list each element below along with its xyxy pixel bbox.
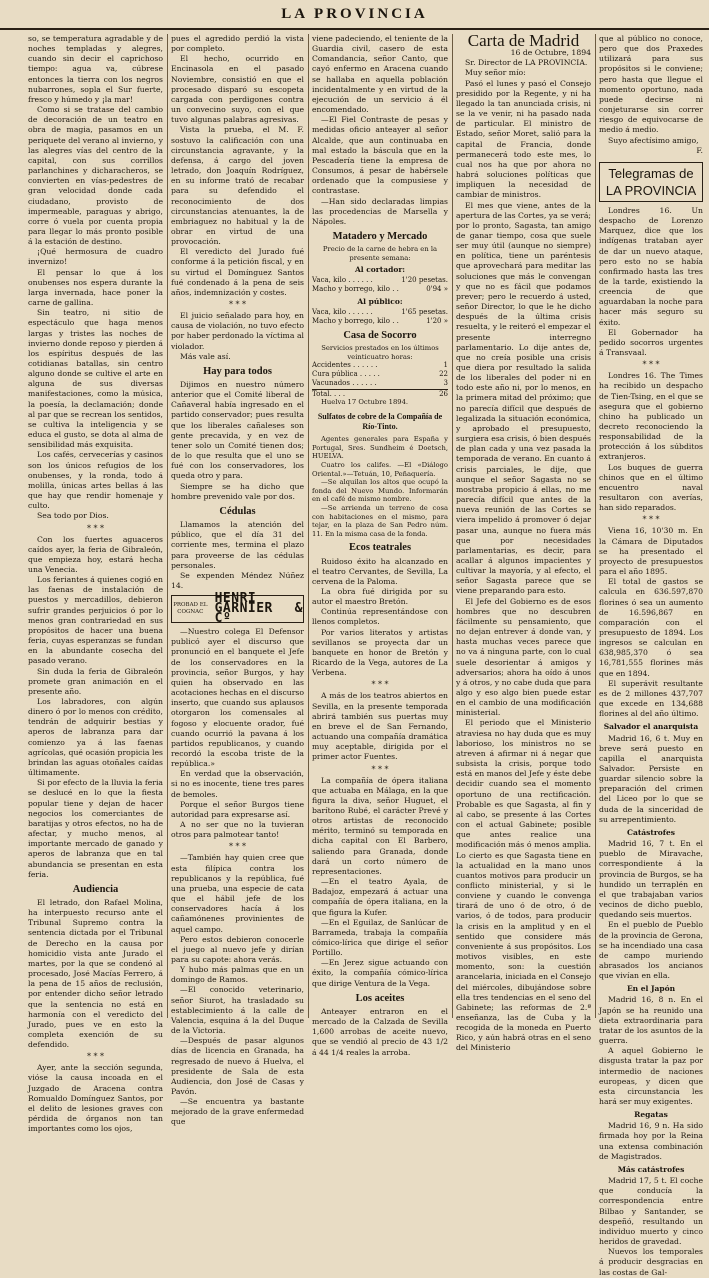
- price-row: [312, 285, 448, 294]
- paragraph: La compañía de ópera italiana que actuaba en Málaga, en la que figura la diva, señor Huguet, el barítono Rubé, el carácter Prevé y otros artistas de reconocido mérito, terminó su temporada en dicha capital con El Barbero, saliendo para Granada, donde dará un corto número de representaciones.: [312, 775, 448, 876]
- paragraph: viene padeciendo, el teniente de la Guardia civil, casero de esta Comandancia, señor Canto, que cayó enfermo en Aracena cuando se hallaba en aquella población incidentalmente y en virtud de la ejecución de un servicio á él encomendado.: [312, 34, 449, 115]
- separator: * * *: [86, 523, 105, 533]
- paragraph: El mes que viene, antes de la apertura de las Cortes, ya se verá; por lo pronto, Sagasta, tan amigo de ganar tiempo, cosa que suele ser muy útil (aunque no siempre) en política, tiene un paréntesis que aprovechará para meditar las soluciones que más le convengan y que no es fácil que podamos prever; pero le recuerdo á usted, señor Director, lo que le he dicho después de la última crisis resuelta, y le reiteró el empezar el presente interregno parlamentario. Lo dije antes de, que no creía posible una crisis que diera por resultado la salida de los liberales del poder ni en todo este año ni, por lo menos, en la primera mitad del próximo; que no parecía difícil que después de legalizada la situación económica, y aprobado el presupuesto, surgiera esa crisis, ó bien después de plan cada y una vez pasada la temporada de verano. En cuanto á crisis parciales, le dije, que aunque el señor Sagasta no se mostraba propicio á ellas, no me parecía difícil que antes de la nueva reunión de las Cortes se viera impelido á promover ó dejar pasar una, aunque no fuera más que por necesidades parlamentarias, es decir, para acallar á algunos impacientes y cultivar la mayoría, y al efecto, el señor Sagasta parece que se viene preparando para esto.: [456, 200, 591, 596]
- paragraph: Como si se tratase del cambio de decoración de un teatro en obra de magia, pasamos en un periquete del verano al invierno, y las alegres vías del centro de la capital, con sus corrillos parlanchines y dicharacheros, se convierten en vías-pedestres de gran velocidad donde cada ciudadano, provisto de impermeable, paraguas y abrigo, corre ó vuela por cuenta propia para llegar lo más pronto posible á la estación de destino.: [28, 105, 163, 247]
- ad-tagline: PROBAD EL COGNAC: [173, 602, 208, 616]
- paragraph: Llamamos la atención del público, que el día 31 del corriente mes, termina el plazo para proveerse de las cédulas personales.: [171, 520, 304, 570]
- matadero-subhead: Al cortador:: [354, 265, 406, 275]
- section-heading-audiencia: Audiencia: [72, 883, 119, 895]
- paragraph: A aquel Gobierno le disgusta tratar la paz por intermedio de naciones europeas, y dicen que esta circunstancia les hará ser muy exigentes.: [599, 1046, 703, 1106]
- paragraph: A no ser que no la tuvieran otros para palmotear tanto!: [171, 820, 304, 840]
- paragraph: Dijimos en nuestro número anterior que el Comité liberal de Cañaveral había ingresado en el partido conservador; pues resulta que los liberales cañaleses son gente precavida, y en vez de tener solo un Comité tienen dos; de lo que resulta que el uno se fué con los conservadores, los queda otro y para.: [171, 380, 304, 481]
- paragraph: El superávit resultante es de 2 millones 437,707 que excede en 134,688 florines al del año último.: [599, 678, 703, 719]
- article-title-carta-de-madrid: Carta de Madrid: [467, 31, 580, 50]
- paragraph: Sin teatro, ni sitio de espectáculo que haga menos largas y tristes las noches de invierno donde reposo y pierden á los espíritus después de las cotidianas batallas, sin centro alguno donde se cultive el arte en alguna de sus diversas manifestaciones, como la música, la poesía, la declamación; donde al par que se recrean los sentidos, se cultiva la inteligencia y se educa el gusto, se dota al alma de sensibilidad más exquisita.: [28, 308, 163, 450]
- letter-greeting: Muy señor mío:: [465, 68, 526, 78]
- newspaper-title: LA PROVINCIA: [281, 6, 428, 22]
- price-row: [312, 308, 448, 317]
- column-rule: [167, 34, 168, 1018]
- paragraph: Los buques de guerra chinos que en el último encuentro naval resultaron con averías, han sido reparados.: [599, 462, 703, 513]
- column-2: [171, 34, 304, 1127]
- paragraph: Ayer, ante la sección segunda, vióse la causa incoada en el Juzgado de Aracena contra Romualdo Domínguez Santos, por el delito de lesiones graves con pérdida de órganos non tan importantes como los ojos,: [28, 1063, 163, 1134]
- letter-date: 16 de Octubre, 1894: [510, 48, 591, 58]
- paragraph: —También hay quien cree que esta filípica contra los republicanos y la república, fué una prueba, una especie de cata que el hábil jefe de los conservadores hacía á los cañamónenes provinientes de aquel campo.: [171, 853, 304, 934]
- column-rule: [308, 34, 309, 1018]
- telegram-subhead: Catástrofes: [626, 827, 675, 837]
- price-row: [312, 317, 448, 326]
- stat-row: [312, 370, 448, 379]
- paragraph: Siempre se ha dicho que hombre prevenido vale por dos.: [171, 481, 304, 501]
- paragraph: Anteayer entraron en el mercado de la Calzada de Sevilla 1,600 arrobas de aceite nuevo, que se vendió al precio de 43 1/2 á 44 1/4 reales la arroba.: [312, 1006, 448, 1057]
- paragraph: Por varios literatos y artistas sevillanos se proyecta dar un banquete en honor de Bretón y Ricardo de la Vega, autores de La Verbena.: [312, 627, 448, 678]
- paragraph: Madrid 16, 9 n. Ha sido firmada hoy por la Reina una extensa combinación de Magistrados.: [599, 1121, 703, 1161]
- paragraph: El letrado, don Rafael Molina, ha interpuesto recurso ante el Tribunal Supremo contra la sentencia dictada por el Tribunal de Derecho en la causa por homicidio vista ante Jurado el martes, por la que se condenó al procesado, José Macías Ferrero, á la pena de 15 años de reclusión, por entender dicho señor letrado que la sentencia no está en harmonía con el veredicto del Jurado, pues ve en esto la completa exención de su defendido.: [28, 897, 163, 1050]
- stat-value: 3: [443, 378, 448, 387]
- paragraph: so, se temperatura agradable y de noches templadas y alegres, cuando sin decir el caprichoso tiempo: agua va, cúbrese entonces la tierra con los negros nubarrones, sopla el Sur fuerte, fresco y húmedo y ¡la mar!: [28, 34, 163, 104]
- price-label: Vaca, kilo . . . . . .: [312, 308, 373, 317]
- socorro-intro: Servicios prestados en los últimos veinticuatro horas:: [321, 343, 439, 361]
- matadero-intro: Precio de la carne de hebra en la presente semana:: [322, 245, 438, 262]
- stat-label: Cura pública . . . . .: [312, 369, 380, 378]
- paragraph: —En el Eguilaz, de Sanlúcar de Barrameda, trabaja la compañía cómico-lírica que dirige el señor Portillo.: [312, 917, 448, 958]
- paragraph: —En Jerez sigue actuando con éxito, la compañía cómico-lírica que dirige Ventura de la Vega.: [312, 958, 448, 988]
- price-label: Vaca, kilo . . . . . .: [312, 276, 373, 285]
- paragraph: —En el teatro Ayala, de Badajoz, empezará á actuar una compañía de ópera italiana, en la que figura la Kufer.: [312, 877, 448, 917]
- paragraph: —Se encuentra ya bastante mejorado de la grave enfermedad que: [171, 1097, 304, 1127]
- price-value: 1'20 »: [426, 317, 448, 326]
- stat-label: Accidentes . . . . . .: [312, 361, 378, 370]
- column-5: [599, 34, 703, 1277]
- paragraph: El total de gastos se calcula en 636.597,870 florines ó sea un aumento de 16.596,867 en comparación con el presupuesto de 1894. Los ingresos se calculan en 638,985,370 ó sea 16,781,555 florines más que en 1894.: [599, 577, 703, 678]
- paragraph: Sea todo por Dios.: [37, 511, 109, 521]
- paragraph: Y hubo más palmas que en un domingo de Ramos.: [171, 965, 304, 985]
- column-1: [28, 34, 163, 1134]
- paragraph: Madrid 16, 8 n. En el Japón se ha reunido una dieta extraordinaria para tratar de los asuntos de la guerra.: [599, 995, 703, 1046]
- paragraph: Los cafés, cervecerías y casinos son los únicos refugios de los onubenses, y la ronda, todo á molilla, únicas artes bellas á las que hay que rendir homenaje y culto.: [28, 450, 163, 511]
- paragraph: En verdad que la observación, si no es inocente, tiene tres pares de bemoles.: [171, 769, 304, 799]
- paragraph: A más de los teatros abiertos en Sevilla, en la presente temporada abrirá también sus puertas muy en breve el de San Fernando, actuando una compañía dramática muy aceptable, dirigida por el primer actor Fuentes.: [312, 691, 448, 762]
- section-heading-matadero: Matadero y Mercado: [332, 230, 428, 242]
- paragraph: —Después de pasar algunos días de licencia en Granada, ha regresado de nuevo á Huelva, el presidente de Sala de esta Audiencia, don José de Casas y Pavón.: [171, 1036, 304, 1096]
- stat-total-label: Total. . . .: [312, 389, 346, 398]
- paragraph: Londres 16. Un despacho de Lorenzo Marquez, dice que los indígenas trataban ayer de dar un nuevo ataque, pero esto no se había confirmado hasta las tres de la tarde, existiendo la creencia de que aguardaban la noche para hacer más seguro su éxito.: [599, 205, 703, 327]
- stat-row: [312, 361, 448, 370]
- paragraph: que al público no conoce, pero que dos Praxedes utilizará para sus propósitos si le conviene; pero hasta que llegue el momento oportuno, nada puede decirse ni conjeturarse sin correr riesgo de equivocarse de medio á medio.: [599, 34, 703, 135]
- paragraph: Cuatro los califes. —El «Diálogo Oriental.»—Tetuán, 10, Peñaquería.: [312, 461, 448, 478]
- paragraph: El pensar lo que á los onubenses nos espera durante la larga invernada, hace poner la carne de gallina.: [28, 267, 163, 308]
- paragraph: —Se arrienda un terreno de cosa con habitaciones en el mismo, para tejar, en la plaza de San Pedro núm. 11. En la misma casa de la fonda.: [312, 504, 448, 538]
- socorro-date: Huelva 17 Octubre 1894.: [321, 398, 409, 407]
- paragraph: pues el agredido perdió la vista por completo.: [171, 34, 304, 54]
- section-heading-sulfatos: Sulfatos de cobre de la Compañía de Río-Tinto.: [317, 411, 443, 432]
- paragraph: El periodo que el Ministerio atraviesa no hay duda que es muy laborioso, los ministros no se atreven á afirmar ni á negar que subsista la crisis, porque todo está en manos del Jefe y éste debe decidir cuando sea el momento oportuno de una rectificación. Probable es que Sagasta, al fin y al cabo, se presente á las Cortes con el actual Gabinete; posible que antes realice una modificación más ó menos amplia. Lo cierto es que Sagasta tiene en la actualidad en la mano unos cuantos motivos para producir un conflicto ministerial, y si le conviene y cuando le convenga tirará de uno ó de otro, ó de varios, ó de todos, para producir la crisis en la amplitud y en el sentido que considere más conveniente á sus propósitos. Los motivos visibles, en este momento, son: la cuestión arancelaria, iniciada en el Consejo del miércoles, dibujándose sobre ella tres tendencias en el seno del Gabinete; las reformas de 2.ª enseñanza, las de Cuba y la recogida de la moneda en Puerto Rico, y aún habrá otras en el seno del Ministerio: [456, 718, 591, 1053]
- stat-value: 1: [443, 361, 448, 370]
- paragraph: El juicio señalado para hoy, en causa de violación, no tuvo efecto por haber perdonado la víctima al violador.: [171, 311, 304, 351]
- letter-recipient: Sr. Director de LA PROVINCIA.: [465, 58, 588, 68]
- section-heading-casa-socorro: Casa de Socorro: [343, 329, 417, 341]
- price-value: 1'20 pesetas.: [401, 276, 448, 285]
- stat-total-row: [312, 389, 448, 399]
- column-rule: [452, 34, 453, 1018]
- ad-brand-name: HENRI GARNIER & Cº: [214, 590, 303, 627]
- section-title-telegramas: Telegramas de LA PROVINCIA: [599, 162, 703, 202]
- paragraph: En el pueblo de Pueblo de la provincia de Gerona, se ha incendiado una casa de campo muriendo abrasados los ancianos que vivían en ella.: [599, 920, 703, 981]
- masthead: [0, 0, 709, 30]
- stat-value: 22: [439, 369, 448, 378]
- price-value: 1'65 pesetas.: [401, 308, 448, 317]
- paragraph: El Jefe del Gobierno es de esos hombres que no descubren fácilmente su pensamiento, que no dejan entrever á donde van, y hasta muchas veces parece que no va á ninguna parte, con lo cual suele desorientar á amigos y adversarios; ahora ha oído á unos y á otros, y no cabe duda que para algo y eso algo bien puede estar en el cambio de una modificación ministerial.: [456, 596, 591, 718]
- telegram-subhead: Regatas: [634, 1110, 668, 1120]
- section-heading-ecos: Ecos teatrales: [348, 542, 412, 554]
- paragraph: Ruidoso éxito ha alcanzado en el teatro Cervantes, de Sevilla, La cervena de la Paloma.: [312, 556, 448, 586]
- paragraph: El hecho, ocurrido en Encinasola en el pasado Noviembre, consistió en que el procesado disparó su escopeta cargada con perdigones contra un convecino suyo, con el que tuvo algunas palabras agresivas.: [171, 54, 304, 125]
- column-3: [312, 34, 449, 1057]
- paragraph: Madrid 16, 7 t. En el pueblo de Miravache, correspondiente á la provincia de Burgos, se ha hundido un terraplén en el que trabajaban varios vecinos de dicho pueblo, quedando seis muertos.: [599, 839, 703, 920]
- paragraph: Continúa representándose con llenos completos.: [312, 607, 448, 627]
- paragraph: Agentes generales para España y Portugal, Sres. Sundheim é Doetsch, HUELVA.: [312, 435, 448, 461]
- paragraph: Vista la prueba, el M. F. sostuvo la calificación con una circunstancia agravante, y la defensa, á cargo del joven letrado, don Joaquín Rodríguez, en su informe trató de recabar para su defendido el reconocimiento de dos circunstancias atenuantes, la de embriaguez no habitual y la de obrar en virtud de una provocación.: [171, 125, 304, 247]
- separator: * * *: [642, 515, 660, 525]
- paragraph: —Se alquilan los altos que ocupó la fonda del Nuevo Mundo. Informarán en el café de mismo nombre.: [312, 478, 448, 504]
- paragraph: Londres 16. The Times ha recibido un despacho de Tien-Tsing, en el que se asegura que el gobierno chino ha publicado un decreto reconociendo la responsabilidad de la protección á los súbditos extranjeros.: [599, 371, 703, 462]
- section-heading-aceites: Los aceites: [355, 992, 405, 1004]
- separator: * * *: [371, 764, 389, 774]
- column-rule: [595, 34, 596, 1018]
- paragraph: Más vale así.: [180, 351, 231, 361]
- letter-signoff: Suyo afectísimo amigo,: [608, 135, 699, 145]
- paragraph: Viena 16, 10'30 m. En la Cámara de Diputados se ha presentado el proyecto de presupuestos para el año 1895.: [599, 526, 703, 577]
- paragraph: —Han sido declaradas limpias las procedencias de Marsella y Nápoles.: [312, 196, 448, 226]
- stat-total-value: 26: [439, 389, 448, 398]
- separator: * * *: [642, 360, 660, 370]
- telegram-subhead: En el Japón: [626, 984, 676, 994]
- stat-label: Vacunados . . . . . .: [312, 378, 377, 387]
- paragraph: Sin duda la feria de Gibraleón promete gran animación en el presente año.: [28, 666, 163, 696]
- paragraph: Madrid 16, 6 t. Muy en breve será puesto en capilla el anarquista Salvador. Persiste en guardar silencio sobre la preparación del crimen del Liceo por lo que se duda de la sinceridad de su arrepentimiento.: [599, 733, 703, 824]
- section-heading-cedulas: Cédulas: [219, 505, 256, 517]
- matadero-subhead: Al público:: [357, 297, 403, 307]
- price-label: Macho y borrego, kilo . .: [312, 285, 399, 294]
- paragraph: —El conocido veterinario, señor Siurot, ha trasladado su establecimiento á la calle de Valencia, esquina á la del Duque de la Victoria.: [171, 985, 304, 1036]
- paragraph: El veredicto del Jurado fué conforme á la petición fiscal, y en su virtud el Domínguez Santos fué condenado á la pena de seis años, indemnización y costes.: [171, 247, 304, 297]
- paragraph: Los feriantes á quienes cogió en las faenas de instalación de puestos y mercadillos, debieron sufrir grandes perjuicios ó por lo menos gran contrariedad en sus propósitos de hacer una buena feria, cuyas esperanzas se fundan en la abundante cosecha del pasado verano.: [28, 575, 163, 666]
- cognac-advertisement: [171, 590, 304, 627]
- separator: * * *: [228, 842, 247, 852]
- paragraph: Pasó el lunes y pasó el Consejo presidido por la Regente, y ni ha llegado la tan anunciada crisis, ni se la ve venir, ni ha pasado nada de particular. El ministro de Estado, señor Moret, salió para la capital de Francia, donde permanecerá todo este mes, lo cual nos ha que por ahora no habrá soluciones políticas que impliquen la necesidad de cambiar de ministros.: [456, 78, 591, 200]
- stat-row: [312, 379, 448, 388]
- separator: * * *: [228, 300, 247, 310]
- separator: * * *: [86, 1052, 105, 1062]
- paragraph: ¡Qué hermosura de cuadro invernizo!: [28, 247, 163, 267]
- paragraph: Pero estos debieron conocerle el juego al nuevo jefe y dirían para su capote: ahora verás.: [171, 934, 304, 964]
- separator: * * *: [371, 680, 389, 690]
- paragraph: La obra fué dirigida por su autor el maestro Bretón.: [312, 587, 448, 607]
- paragraph: Los labradores, con algún dinero ó por lo menos con crédito, tendrán de adquirir bestias y aperos de labranza para dar comienzo ya á las faenas agrícolas, qué ocasión propicia les brindan las aguas otoñales caídas últimamente.: [28, 697, 163, 778]
- paragraph: —El Fiel Contraste de pesas y medidas oficio anteayer al señor Alcalde, que aun continuaba en mal estado la báscula que en la Pescadería tiene la empresa de Consumos, á pesar de habérsele ordenado que la compusiese y contrastase.: [312, 115, 448, 196]
- letter-signature: F.: [696, 145, 703, 155]
- price-label: Macho y borrego, kilo . .: [312, 317, 399, 326]
- paragraph: Nuevos los temporales á producir desgracias en las costas de Gal-: [599, 1247, 703, 1277]
- paragraph: Madrid 17, 5 t. El coche que conducía la correspondencia entre Bilbao y Santander, se despeñó, resultando un individuo muerto y cinco heridos de gravedad.: [599, 1176, 703, 1247]
- price-row: [312, 276, 448, 285]
- telegram-subhead: Salvador el anarquista: [603, 722, 699, 732]
- paragraph: Se expenden Méndez Núñez 14.: [171, 570, 304, 590]
- price-value: 0'94 »: [426, 285, 448, 294]
- paragraph: El Gobernador ha pedido socorros urgentes á Transvaal.: [599, 327, 703, 358]
- paragraph: —Nuestro colega El Defensor publicó ayer el discurso que pronunció en el banquete el Jefe de los conservadores en la provincia, señor Burgos, y hay quien ha observado en las acotaciones hechas en el discurso inserto, que cuando sus aplausos otorgaron los comensales al fogoso y elocuente orador, fué cuando ocurrió la pavana á los partidos republicanos, y cuando recordó la escoba triste de la república.»: [171, 627, 304, 769]
- paragraph: Porque el señor Burgos tiene autoridad para expresarse así.: [171, 799, 304, 819]
- paragraph: Con los fuertes aguaceros caídos ayer, la feria de Gibraleón, que empieza hoy, estará hecha una Venecia.: [28, 534, 163, 574]
- paragraph: Si por efecto de la lluvia la feria se deslucé en lo que la fiesta popular tiene y dejan de hacer negocios los comerciantes de baratijas y otros efectos, no ha de afectar, y mucho menos, al importante mercado de ganado y aperos de labranza que en tal abundancia se presentan en esta feria.: [28, 778, 163, 879]
- column-4: [456, 31, 591, 1053]
- telegram-subhead: Más catástrofes: [617, 1164, 685, 1174]
- section-heading-hay-para-todos: Hay para todos: [203, 365, 272, 377]
